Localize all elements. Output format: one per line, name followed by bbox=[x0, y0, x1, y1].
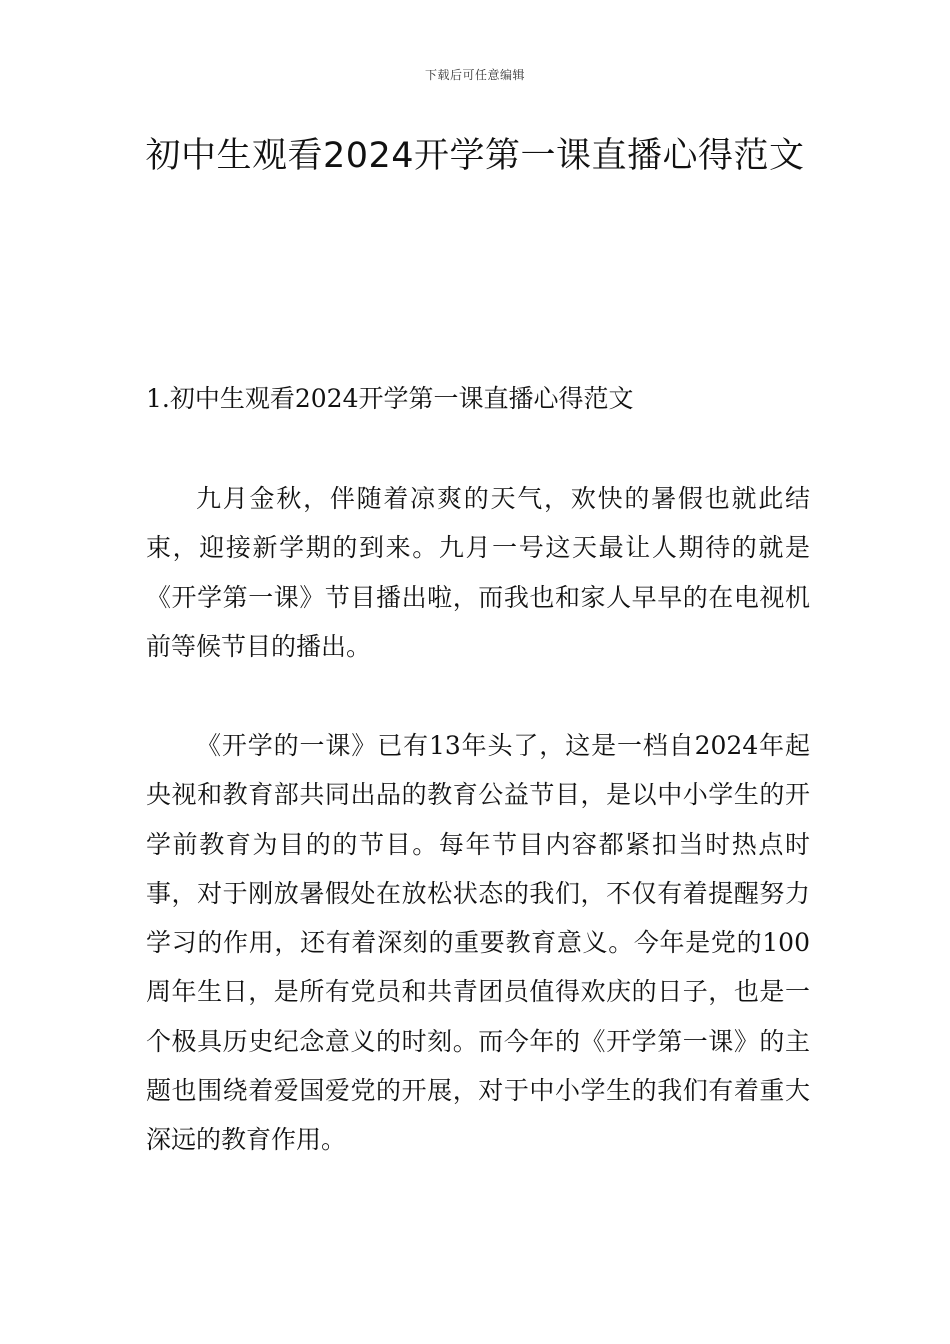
page-title: 初中生观看2024开学第一课直播心得范文 bbox=[145, 136, 805, 176]
paragraph-2: 《开学的一课》已有13年头了，这是一档自2024年起央视和教育部共同出品的教育公益节目，是以中小学生的开学前教育为目的的节目。每年节目内容都紧扣当时热点时事，对于刚放暑假处在放松状态的我们，不仅有着提醒努力学习的作用，还有着深刻的重要教育意义。今年是党的100周年生日，是所有党员和共青团员值得欢庆的日子，也是一个极具历史纪念意义的时刻。而今年的《开学第一课》的主题也围绕着爱国爱党的开展，对于中小学生的我们有着重大深远的教育作用。 bbox=[146, 731, 810, 1155]
section-heading: 1.初中生观看2024开学第一课直播心得范文 bbox=[146, 384, 634, 413]
paragraph-1: 九月金秋，伴随着凉爽的天气，欢快的暑假也就此结束，迎接新学期的到来。九月一号这天最让人期待的就是《开学第一课》节目播出啦，而我也和家人早早的在电视机前等候节目的播出。 bbox=[146, 484, 810, 661]
header-note: 下载后可任意编辑 bbox=[424, 68, 525, 82]
